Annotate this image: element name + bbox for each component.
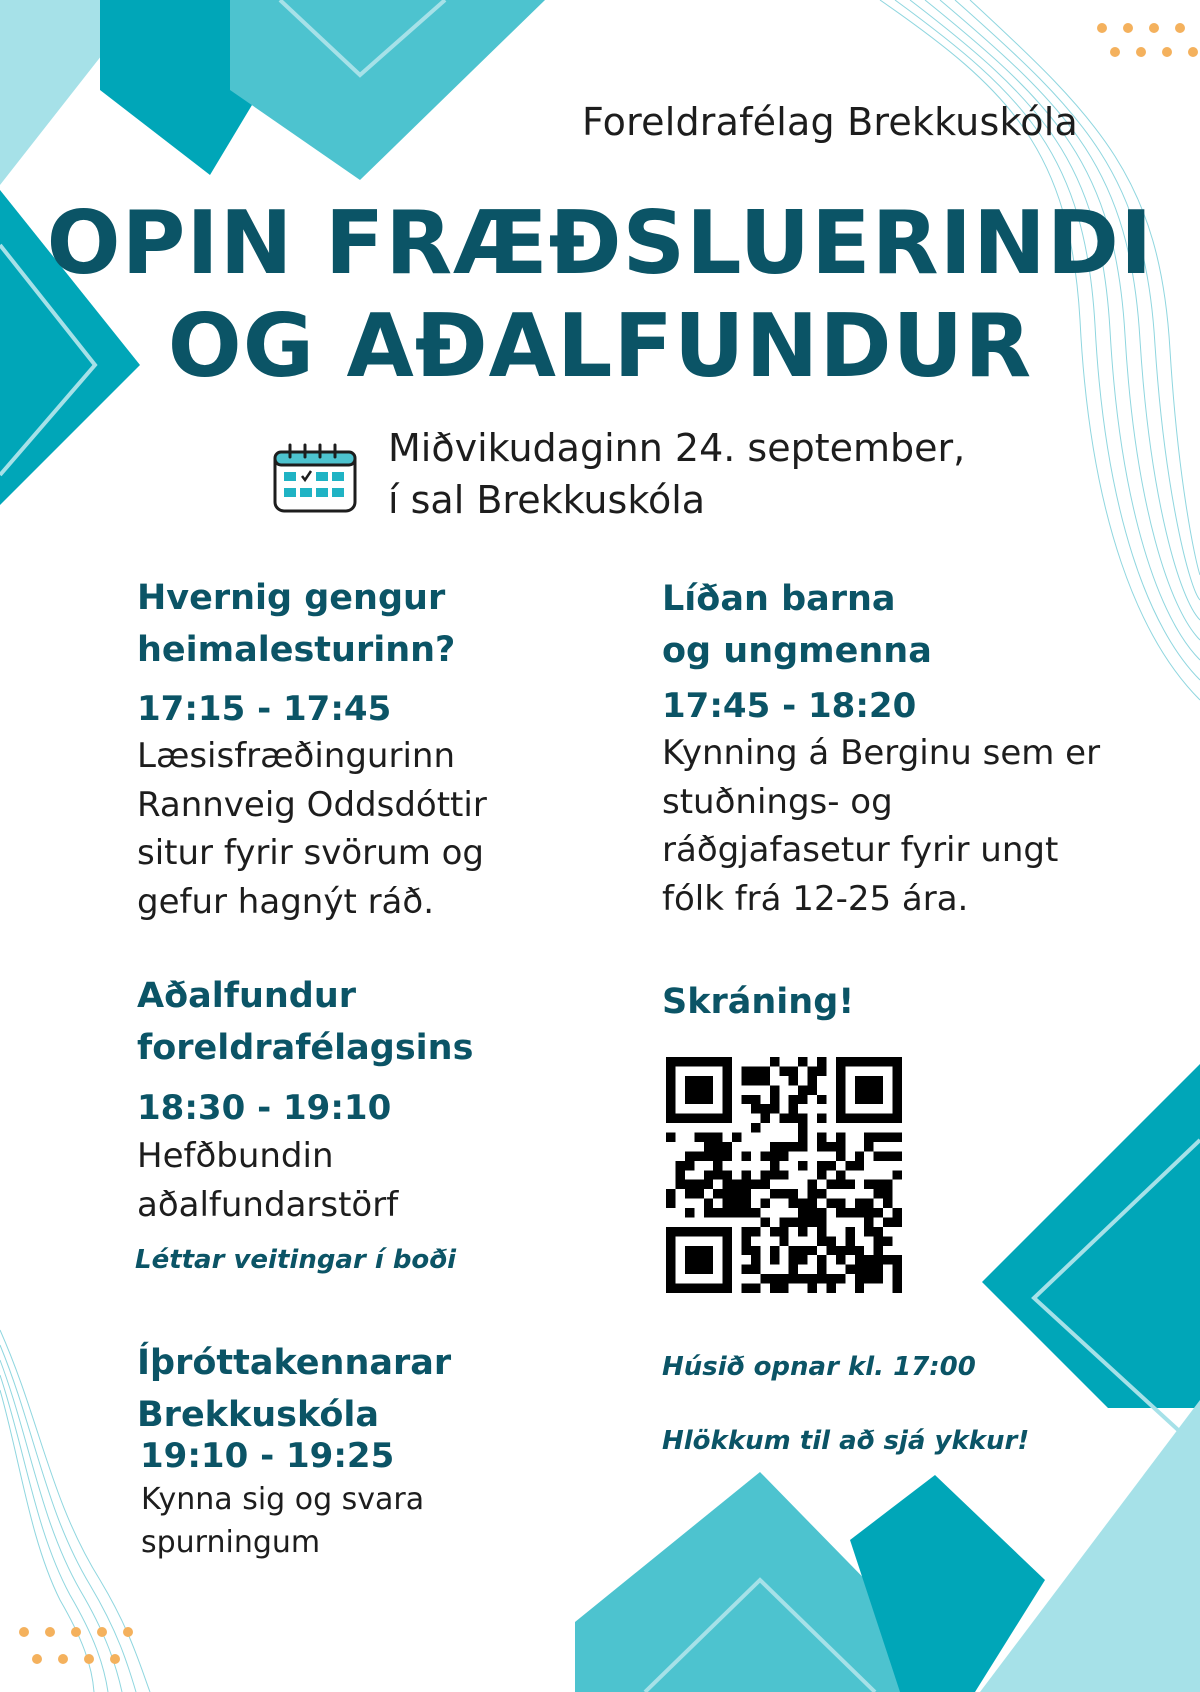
event-date: Miðvikudaginn 24. september, (388, 426, 966, 470)
decor-waves-bottom-left (0, 1330, 150, 1692)
decor-dots-bottom-left (19, 1627, 133, 1664)
page-title-line1: OPIN FRÆÐSLUERINDI (46, 192, 1154, 294)
page-title-line2: OG AÐALFUNDUR (167, 295, 1033, 397)
session-3-heading (137, 970, 473, 1074)
session-2-time: 17:45 - 18:20 (662, 686, 917, 726)
qr-code-icon[interactable] (666, 1057, 902, 1293)
closing-note: Hlökkum til að sjá ykkur! (662, 1426, 1030, 1456)
session-3-line: Hefðbundin (137, 1136, 334, 1176)
session-3-time: 18:30 - 19:10 (137, 1088, 392, 1128)
session-2-description (662, 729, 1100, 923)
decor-shape (230, 0, 545, 180)
session-4-heading (137, 1337, 451, 1441)
session-2-heading (662, 573, 932, 677)
session-2-heading-line2: og ungmenna (662, 631, 932, 671)
registration-heading: Skráning! (662, 982, 855, 1022)
doors-open-note: Húsið opnar kl. 17:00 (662, 1352, 976, 1382)
decor-shape (982, 1064, 1200, 1408)
session-1-heading-line2: heimalesturinn? (137, 630, 456, 670)
session-3-heading-line2: foreldrafélagsins (137, 1028, 474, 1068)
session-2-line: fólk frá 12-25 ára. (662, 878, 969, 919)
session-4-line: spurningum (141, 1525, 321, 1560)
session-3-line: aðalfundarstörf (137, 1184, 399, 1225)
session-1-time: 17:15 - 17:45 (137, 689, 392, 729)
session-1-line: Rannveig Oddsdóttir (137, 784, 487, 825)
session-4-heading-line1: Íþróttakennarar (137, 1343, 452, 1383)
decor-dots-top-right (1097, 23, 1198, 57)
calendar-icon (272, 442, 358, 514)
event-location: í sal Brekkuskóla (388, 478, 706, 522)
event-date-location (388, 422, 965, 526)
session-2-line: Kynning á Berginu sem er (662, 733, 1101, 773)
session-1-heading (137, 572, 455, 676)
session-4-description (141, 1478, 424, 1564)
organization-name: Foreldrafélag Brekkuskóla (581, 100, 1078, 144)
session-4-time: 19:10 - 19:25 (140, 1436, 395, 1476)
session-4-line: Kynna sig og svara (141, 1482, 425, 1517)
session-1-line: gefur hagnýt ráð. (137, 881, 435, 922)
session-1-description (137, 732, 487, 926)
session-4-heading-line2: Brekkuskóla (137, 1395, 379, 1435)
session-2-heading-line1: Líðan barna (662, 579, 896, 619)
session-2-line: ráðgjafasetur fyrir ungt (662, 830, 1059, 870)
session-1-heading-line1: Hvernig gengur (137, 578, 446, 618)
session-1-line: situr fyrir svörum og (137, 833, 485, 873)
session-1-line: Læsisfræðingurinn (137, 736, 455, 776)
session-3-heading-line1: Aðalfundur (137, 976, 357, 1016)
session-2-line: stuðnings- og (662, 781, 893, 822)
session-3-description (137, 1132, 398, 1229)
refreshments-note: Léttar veitingar í boði (135, 1245, 457, 1275)
